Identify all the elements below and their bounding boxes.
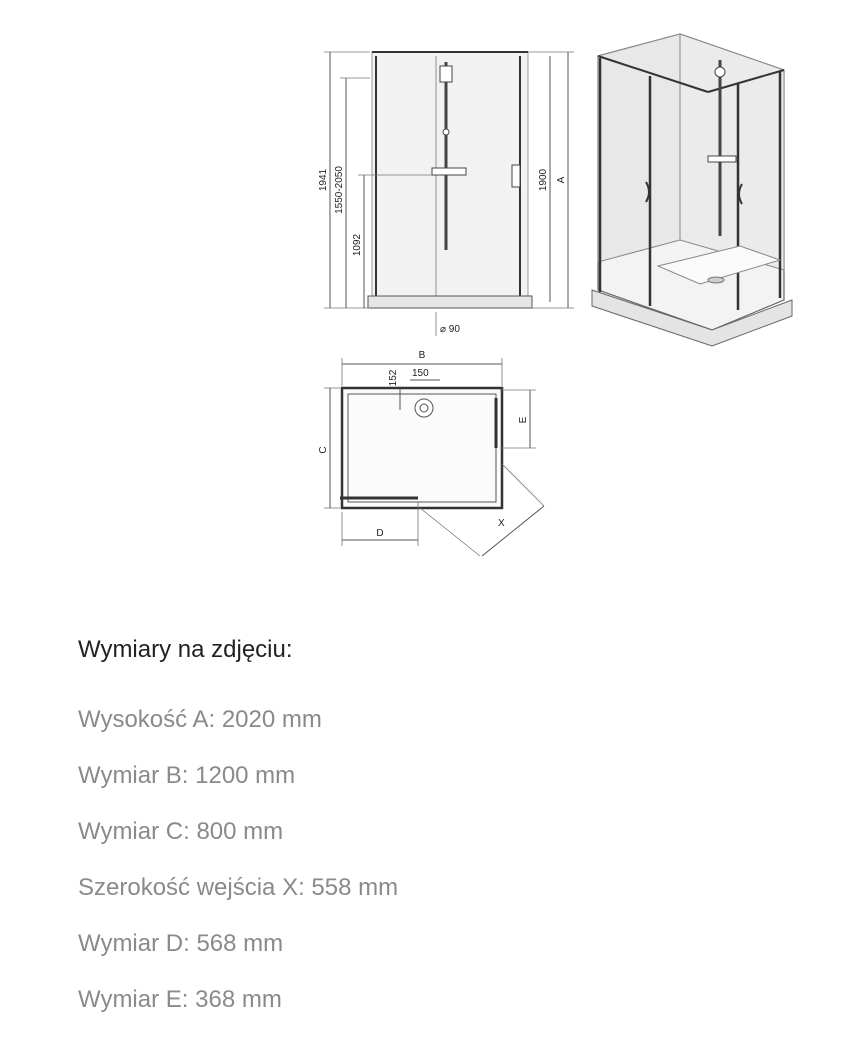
label-A: A: [556, 176, 567, 184]
label-150: 150: [412, 368, 429, 379]
dimensions-title: Wymiary na zdjęciu:: [78, 636, 293, 663]
top-view: [318, 350, 544, 556]
cabin-back-wall: [680, 34, 784, 270]
shower-holder: [443, 129, 449, 135]
shower-head: [440, 66, 452, 82]
spec-height-a: Wysokość A: 2020 mm: [78, 706, 322, 733]
label-total-height: 1941: [318, 168, 329, 192]
spec-entry-width-x: Szerokość wejścia X: 558 mm: [78, 874, 399, 901]
label-drain: ⌀ 90: [440, 324, 460, 335]
spec-dimension-d: Wymiar D: 568 mm: [78, 930, 284, 957]
label-C: C: [318, 446, 329, 454]
front-view: [318, 52, 574, 336]
cabin-side-wall: [598, 34, 680, 262]
label-E: E: [518, 416, 529, 424]
front-shower-tray: [368, 296, 532, 308]
door-handle: [512, 165, 520, 187]
dimensions-section: [78, 636, 398, 1028]
spec-dimension-e: Wymiar E: 368 mm: [78, 986, 282, 1013]
spec-dimension-b: Wymiar B: 1200 mm: [78, 762, 296, 789]
dimensions-list: [78, 692, 398, 1028]
label-range-height: 1550-2050: [334, 166, 345, 214]
label-door-height: 1900: [538, 168, 549, 192]
spec-dimension-c: Wymiar C: 800 mm: [78, 818, 284, 845]
shower-mixer: [432, 168, 466, 175]
label-152: 152: [388, 369, 399, 387]
label-B: B: [418, 350, 426, 361]
label-mid-height: 1092: [352, 233, 363, 257]
label-X: X: [498, 518, 505, 529]
label-D: D: [376, 528, 384, 539]
perspective-view: [592, 34, 792, 346]
dim-line-X: [482, 506, 544, 556]
front-cabin-body: [372, 52, 528, 302]
